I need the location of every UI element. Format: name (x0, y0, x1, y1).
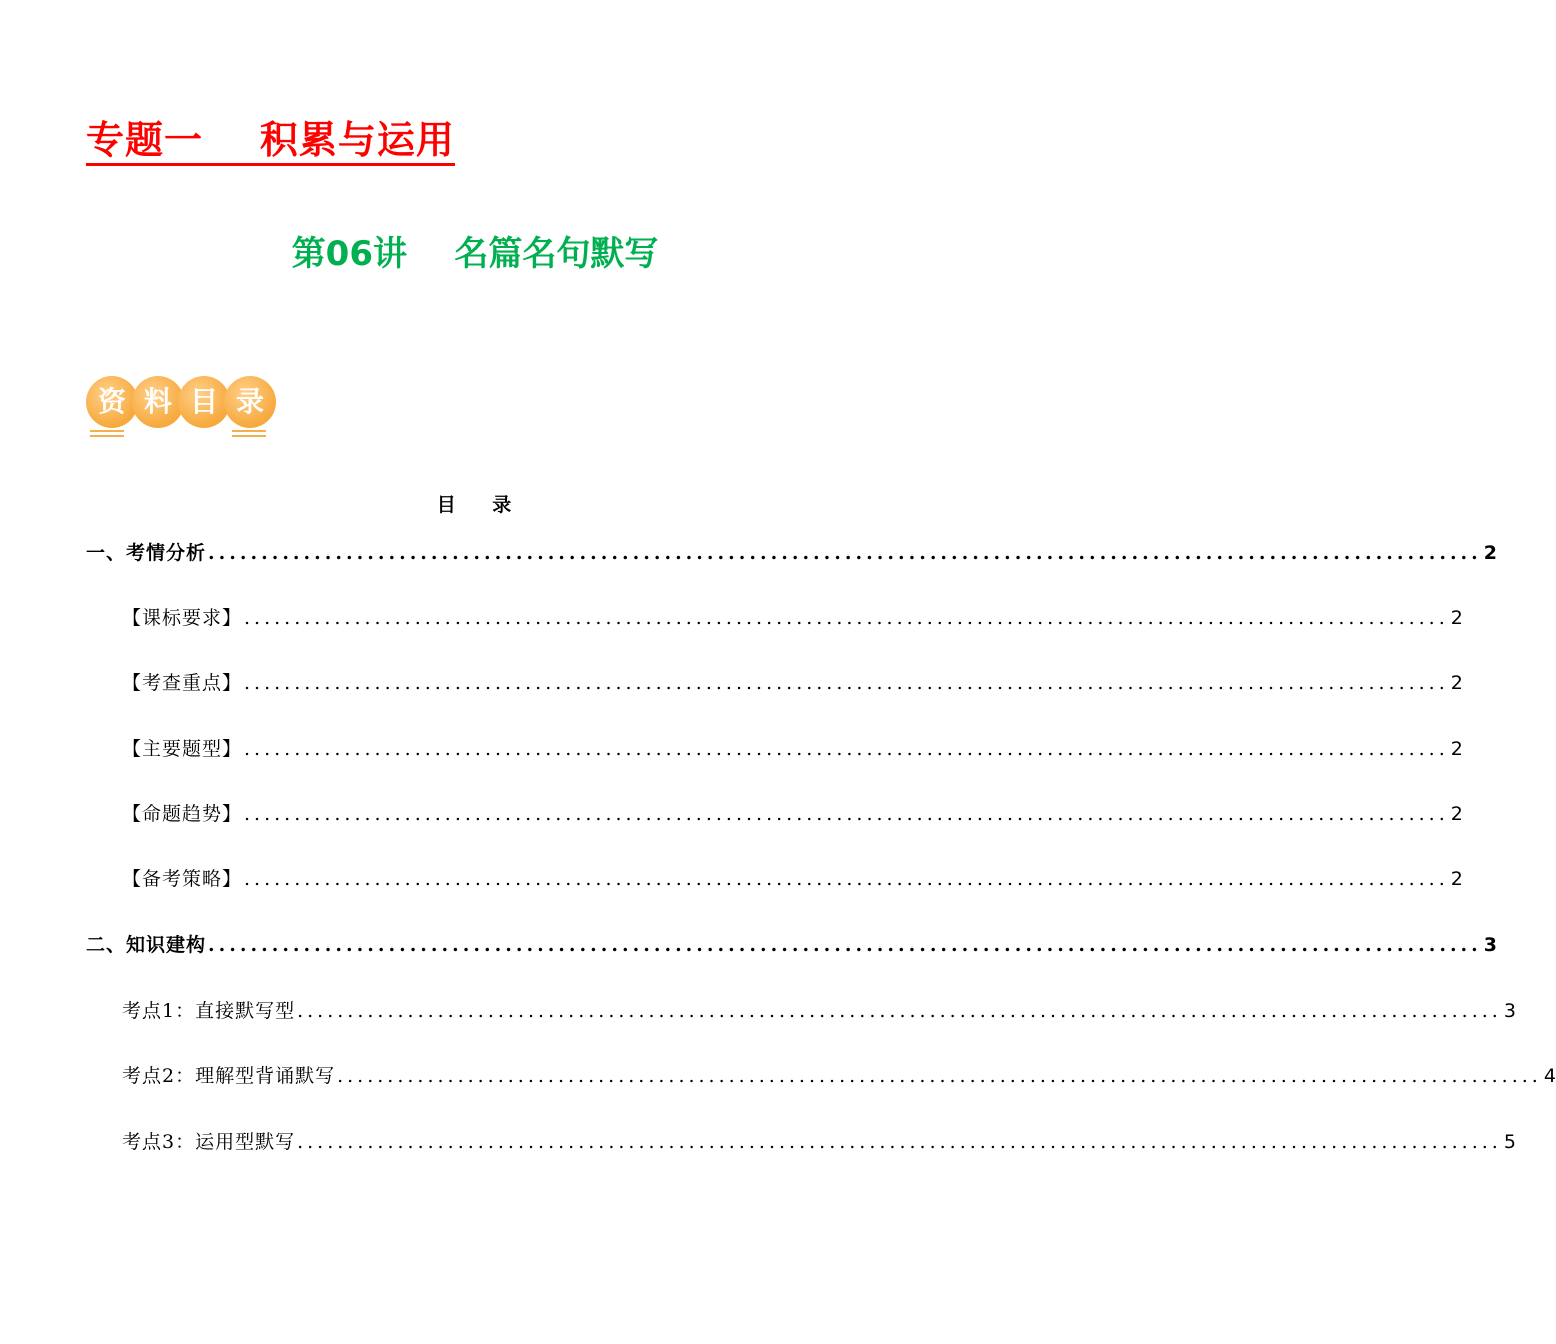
toc-leader: ........................................................................................................................ (297, 1131, 1502, 1153)
toc-entry-page: 2 (1450, 868, 1463, 890)
toc-entry[interactable] (122, 1061, 1556, 1091)
toc-entry-page: 3 (1503, 1000, 1516, 1022)
toc-entry-label: 考点3：运用型默写 (122, 1131, 296, 1153)
badge-char: 料 (132, 376, 184, 428)
toc-leader: ........................................................................................................................ (244, 803, 1449, 825)
toc-entry[interactable] (122, 734, 1463, 764)
toc-entry[interactable] (122, 1127, 1516, 1157)
toc-leader: ........................................................................................................................ (297, 1000, 1502, 1022)
toc-entry-label: 考点1：直接默写型 (122, 1000, 296, 1022)
toc-entry-page: 4 (1543, 1065, 1556, 1087)
toc-entry-label: 考点2：理解型背诵默写 (122, 1065, 336, 1087)
badge-char: 目 (178, 376, 230, 428)
toc-entry-label: 【课标要求】 (122, 607, 243, 629)
toc-entry-label: 【主要题型】 (122, 738, 243, 760)
toc-entry[interactable] (122, 668, 1463, 698)
toc-entry-label: 【命题趋势】 (122, 803, 243, 825)
toc-entry-page: 2 (1450, 607, 1463, 629)
toc-leader: ........................................................................................................................ (208, 542, 1482, 564)
badge-char: 资 (86, 376, 138, 428)
toc-entry[interactable] (86, 930, 1498, 960)
toc-entry-label: 二、知识建构 (86, 934, 207, 956)
toc-entry[interactable] (122, 864, 1463, 894)
toc-leader: ........................................................................................................................ (244, 738, 1449, 760)
badge-stripe (232, 430, 266, 432)
toc-entry[interactable] (122, 996, 1516, 1026)
toc-entry-page: 2 (1450, 803, 1463, 825)
toc-entry-page: 5 (1503, 1131, 1516, 1153)
toc-entry[interactable] (122, 799, 1463, 829)
toc-entry-page: 2 (1450, 672, 1463, 694)
badge-stripe (90, 435, 124, 437)
toc-leader: ........................................................................................................................ (244, 868, 1449, 890)
toc-entry[interactable] (86, 538, 1498, 568)
toc-entry-page: 2 (1450, 738, 1463, 760)
toc-leader: ........................................................................................................................ (337, 1065, 1542, 1087)
badge-stripe (232, 435, 266, 437)
badge-char: 录 (224, 376, 276, 428)
toc-entry-page: 3 (1483, 934, 1498, 956)
toc-entry-label: 一、考情分析 (86, 542, 207, 564)
materials-contents-badge (86, 376, 276, 442)
toc-heading: 目 录 (436, 494, 514, 516)
lecture-title: 第06讲 名篇名句默写 (291, 234, 659, 274)
toc-entry[interactable] (122, 603, 1463, 633)
toc-entry-label: 【备考策略】 (122, 868, 243, 890)
toc-entry-label: 【考查重点】 (122, 672, 243, 694)
toc-leader: ........................................................................................................................ (244, 607, 1449, 629)
toc-leader: ........................................................................................................................ (244, 672, 1449, 694)
toc-entry-page: 2 (1483, 542, 1498, 564)
topic-title: 专题一 积累与运用 (86, 118, 455, 166)
badge-stripe (90, 430, 124, 432)
toc-leader: ........................................................................................................................ (208, 934, 1482, 956)
